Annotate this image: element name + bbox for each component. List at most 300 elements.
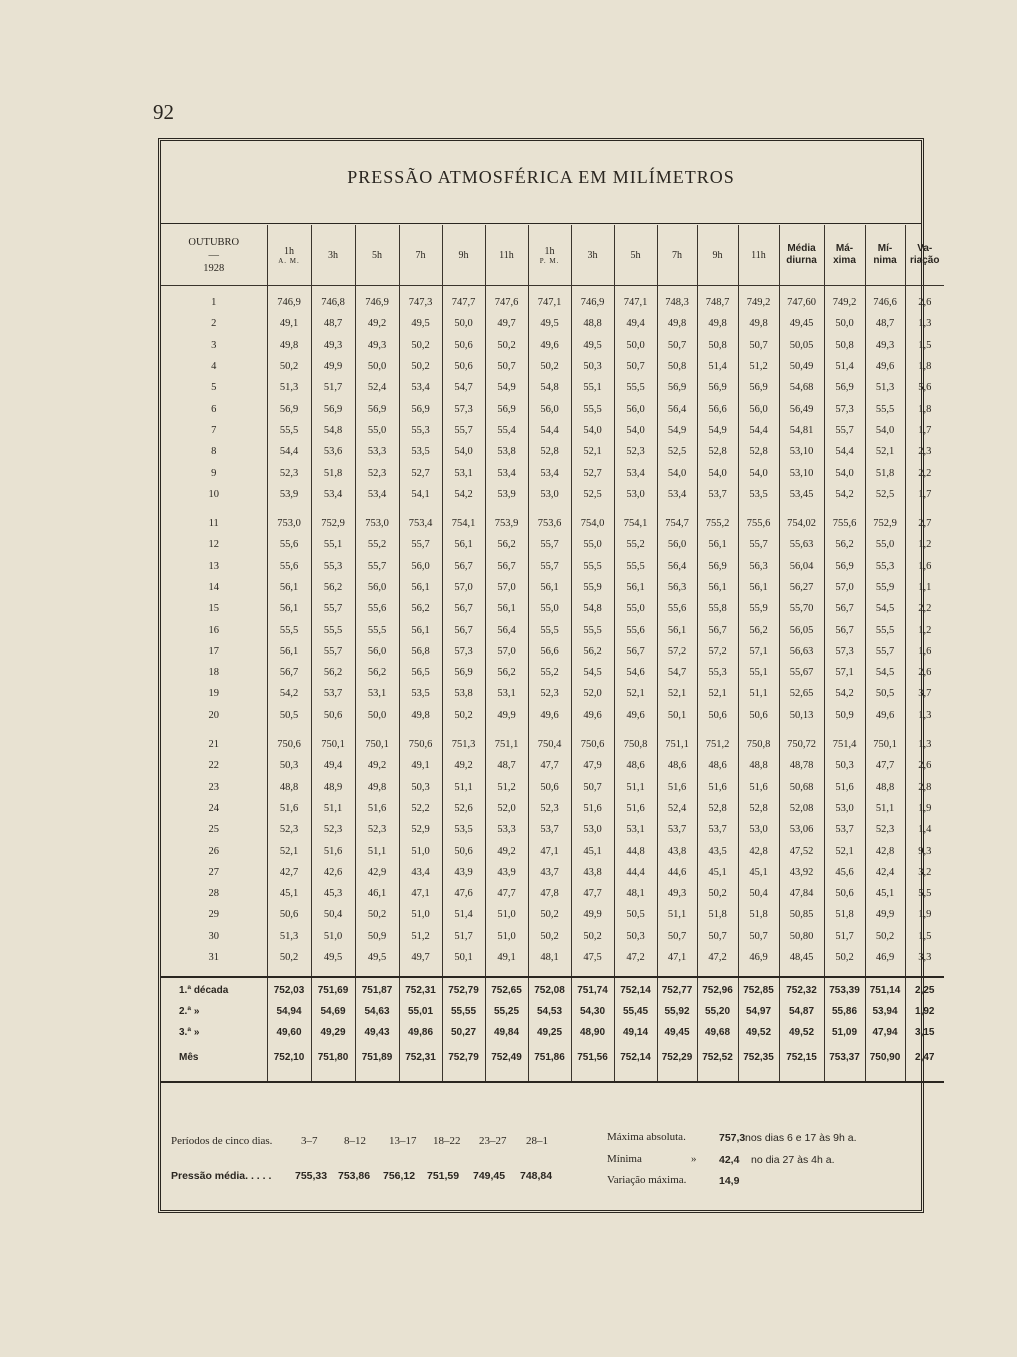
table-cell: 50,2: [355, 904, 399, 925]
table-cell: 49,5: [311, 947, 355, 968]
table-cell: 55,4: [485, 420, 528, 441]
table-cell: 2,6: [905, 292, 944, 313]
spacer-cell: [442, 726, 485, 734]
table-cell: 52,5: [657, 441, 697, 462]
table-cell: 49,8: [657, 313, 697, 334]
spacer-cell: [571, 505, 614, 513]
table-cell: 752,32: [779, 977, 824, 1001]
table-cell: 56,1: [528, 577, 571, 598]
table-cell: 56,7: [824, 598, 865, 619]
spacer-cell: [571, 968, 614, 977]
spacer-cell: [905, 968, 944, 977]
table-cell: 51,1: [442, 777, 485, 798]
table-cell: 54,0: [614, 420, 657, 441]
table-cell: 47,7: [865, 755, 905, 776]
table-cell: 50,2: [485, 335, 528, 356]
spacer-cell: [485, 505, 528, 513]
table-cell: 53,9: [267, 484, 311, 505]
table-cell: 49,5: [355, 947, 399, 968]
table-cell: 49,1: [485, 947, 528, 968]
table-cell: 54,0: [442, 441, 485, 462]
table-cell: 53,7: [697, 484, 738, 505]
table-cell: 49,3: [657, 883, 697, 904]
table-cell: 50,6: [442, 356, 485, 377]
table-cell: 50,49: [779, 356, 824, 377]
table-cell: 54,6: [614, 662, 657, 683]
table-cell: 50,4: [738, 883, 779, 904]
table-cell: 45,1: [267, 883, 311, 904]
table-cell: 748,7: [697, 292, 738, 313]
table-cell: 52,8: [738, 441, 779, 462]
table-cell: 54,4: [267, 441, 311, 462]
table-cell: 50,2: [399, 356, 442, 377]
table-cell: 48,45: [779, 947, 824, 968]
table-cell: 50,3: [614, 926, 657, 947]
table-cell: 57,2: [657, 641, 697, 662]
table-cell: 752,14: [614, 1043, 657, 1071]
table-cell: 750,8: [738, 734, 779, 755]
table-cell: 747,1: [528, 292, 571, 313]
table-cell: 55,9: [738, 598, 779, 619]
table-cell: 751,89: [355, 1043, 399, 1071]
table-cell: 49,60: [267, 1022, 311, 1043]
table-cell: 1,5: [905, 335, 944, 356]
table-cell: 52,4: [355, 377, 399, 398]
table-cell: 747,7: [442, 292, 485, 313]
page-title: PRESSÃO ATMOSFÉRICA EM MILÍMETROS: [347, 167, 735, 187]
table-cell: 47,7: [571, 883, 614, 904]
table-cell: 751,86: [528, 1043, 571, 1071]
table-cell: 56,7: [614, 641, 657, 662]
table-row: [161, 662, 944, 683]
table-cell: 56,04: [779, 556, 824, 577]
spacer-row: [161, 505, 944, 513]
table-cell: 53,3: [485, 819, 528, 840]
period-range: 13–17: [389, 1135, 417, 1147]
period-pressure: 755,33: [295, 1170, 328, 1182]
spacer-cell: [614, 726, 657, 734]
table-cell: 55,9: [865, 577, 905, 598]
table-cell: 2,25: [905, 977, 944, 1001]
table-cell: 49,4: [311, 755, 355, 776]
table-cell: 50,5: [267, 705, 311, 726]
row-label: 1: [211, 297, 217, 309]
table-cell: 752,77: [657, 977, 697, 1001]
table-cell: 3,7: [905, 683, 944, 704]
table-cell: 50,0: [824, 313, 865, 334]
table-cell: 55,55: [442, 1001, 485, 1022]
table-row: [161, 840, 944, 861]
row-label: 12: [208, 539, 219, 551]
table-cell: 49,8: [738, 313, 779, 334]
table-cell: 52,2: [399, 798, 442, 819]
table-row: [161, 398, 944, 419]
table-cell: 752,03: [267, 977, 311, 1001]
row-label: 7: [211, 424, 217, 436]
table-cell: 45,1: [571, 840, 614, 861]
table-cell: 47,2: [697, 947, 738, 968]
table-cell: 55,5: [865, 619, 905, 640]
header-row: [161, 225, 944, 286]
table-cell: 54,94: [267, 1001, 311, 1022]
table-cell: 49,7: [485, 313, 528, 334]
spacer-cell: [697, 1071, 738, 1082]
table-cell: 53,1: [485, 683, 528, 704]
row-label: 9: [211, 467, 217, 479]
table-cell: 51,3: [865, 377, 905, 398]
table-cell: 43,9: [485, 862, 528, 883]
spacer-cell: [865, 968, 905, 977]
table-cell: 752,35: [738, 1043, 779, 1071]
row-label: 26: [208, 845, 219, 857]
table-cell: 49,5: [528, 313, 571, 334]
periods-label: Períodos de cinco dias.: [171, 1135, 273, 1147]
table-cell: 49,9: [865, 904, 905, 925]
table-cell: 50,4: [311, 904, 355, 925]
table-cell: 752,79: [442, 1043, 485, 1071]
table-cell: 3,15: [905, 1022, 944, 1043]
table-cell: 746,6: [865, 292, 905, 313]
table-cell: 42,6: [311, 862, 355, 883]
row-label: 2.ª »: [179, 1006, 200, 1018]
table-cell: 52,1: [614, 683, 657, 704]
table-cell: 754,7: [657, 513, 697, 534]
hour-header: 1h A. M.: [267, 225, 311, 286]
table-cell: 55,3: [399, 420, 442, 441]
table-cell: 50,2: [528, 904, 571, 925]
row-label: 1.ª década: [161, 977, 267, 1001]
period-range: 3–7: [301, 1135, 318, 1147]
period-range: 8–12: [344, 1135, 366, 1147]
title-divider: [161, 223, 921, 224]
table-cell: 56,9: [399, 398, 442, 419]
table-cell: 1,7: [905, 484, 944, 505]
table-cell: 746,9: [571, 292, 614, 313]
table-cell: 52,1: [697, 683, 738, 704]
spacer-cell: [485, 968, 528, 977]
table-cell: 56,9: [355, 398, 399, 419]
table-cell: 47,5: [571, 947, 614, 968]
table-cell: 56,1: [657, 619, 697, 640]
spacer-cell: [442, 1071, 485, 1082]
spacer-row: [161, 726, 944, 734]
table-cell: 43,8: [657, 840, 697, 861]
spacer-cell: [614, 505, 657, 513]
spacer-cell: [355, 1071, 399, 1082]
table-cell: 50,3: [399, 777, 442, 798]
table-cell: 56,1: [485, 598, 528, 619]
table-cell: 53,5: [442, 819, 485, 840]
period-range: 18–22: [433, 1135, 461, 1147]
table-cell: 56,9: [697, 377, 738, 398]
hour-header: 7h: [399, 225, 442, 286]
table-cell: 50,8: [697, 335, 738, 356]
table-cell: 751,1: [657, 734, 697, 755]
table-cell: 48,1: [528, 947, 571, 968]
table-cell: 54,5: [865, 598, 905, 619]
spacer-cell: [161, 726, 267, 734]
table-cell: 56,7: [442, 619, 485, 640]
table-cell: 2,2: [905, 462, 944, 483]
table-cell: 750,1: [355, 734, 399, 755]
table-cell: 750,90: [865, 1043, 905, 1071]
table-cell: 752,31: [399, 1043, 442, 1071]
table-cell: 747,3: [399, 292, 442, 313]
table-cell: 53,4: [485, 462, 528, 483]
table-cell: 3,3: [905, 947, 944, 968]
table-cell: 56,6: [528, 641, 571, 662]
table-cell: 1,4: [905, 819, 944, 840]
table-cell: 45,3: [311, 883, 355, 904]
table-row: [161, 819, 944, 840]
table-cell: 50,68: [779, 777, 824, 798]
table-cell: 51,4: [697, 356, 738, 377]
table-cell: 754,1: [614, 513, 657, 534]
table-cell: 47,7: [485, 883, 528, 904]
table-cell: 43,92: [779, 862, 824, 883]
table-cell: 54,81: [779, 420, 824, 441]
summary-row: [161, 977, 944, 1001]
table-cell: 54,0: [571, 420, 614, 441]
table-cell: 42,7: [267, 862, 311, 883]
table-cell: 51,1: [657, 904, 697, 925]
table-cell: 747,1: [614, 292, 657, 313]
table-cell: 56,1: [267, 598, 311, 619]
spacer-row: [161, 1071, 944, 1082]
table-cell: 50,6: [442, 335, 485, 356]
summary-row: [161, 1022, 944, 1043]
table-cell: 56,0: [614, 398, 657, 419]
table-cell: 47,9: [571, 755, 614, 776]
table-cell: 1,6: [905, 641, 944, 662]
table-cell: 53,5: [399, 683, 442, 704]
table-cell: 49,9: [571, 904, 614, 925]
table-cell: 53,10: [779, 462, 824, 483]
table-cell: 9,3: [905, 840, 944, 861]
table-cell: 54,8: [528, 377, 571, 398]
table-cell: 49,6: [865, 356, 905, 377]
table-cell: 55,7: [528, 534, 571, 555]
table-cell: 57,0: [485, 577, 528, 598]
minima-header: Mí- nima: [865, 225, 905, 286]
table-cell: 752,29: [657, 1043, 697, 1071]
table-cell: 54,5: [865, 662, 905, 683]
table-cell: 56,1: [267, 577, 311, 598]
table-cell: 49,3: [355, 335, 399, 356]
table-cell: 48,9: [311, 777, 355, 798]
row-label: 24: [208, 802, 219, 814]
table-cell: 54,0: [657, 462, 697, 483]
table-cell: 56,2: [399, 598, 442, 619]
table-cell: 56,2: [824, 534, 865, 555]
table-cell: 56,1: [697, 577, 738, 598]
table-cell: 55,6: [267, 556, 311, 577]
table-cell: 1,1: [905, 577, 944, 598]
row-label: 17: [208, 645, 219, 657]
table-cell: 57,0: [442, 577, 485, 598]
table-cell: 56,3: [657, 577, 697, 598]
table-cell: 750,1: [865, 734, 905, 755]
table-cell: 56,4: [657, 556, 697, 577]
table-cell: 52,3: [528, 798, 571, 819]
table-cell: 54,68: [779, 377, 824, 398]
table-cell: 50,13: [779, 705, 824, 726]
table-cell: 49,8: [355, 777, 399, 798]
spacer-cell: [738, 726, 779, 734]
row-label: 23: [208, 781, 219, 793]
table-cell: 54,4: [824, 441, 865, 462]
table-row: [161, 292, 944, 313]
table-cell: 52,65: [779, 683, 824, 704]
table-cell: 42,8: [865, 840, 905, 861]
table-cell: 751,69: [311, 977, 355, 1001]
table-cell: 50,27: [442, 1022, 485, 1043]
month-dash: —: [208, 249, 219, 261]
table-cell: 50,6: [267, 904, 311, 925]
hour-header: 11h: [485, 225, 528, 286]
table-row: [161, 947, 944, 968]
table-cell: 50,2: [267, 947, 311, 968]
table-cell: 57,1: [738, 641, 779, 662]
table-cell: 56,8: [399, 641, 442, 662]
table-cell: 54,8: [571, 598, 614, 619]
table-cell: 56,49: [779, 398, 824, 419]
table-cell: 50,7: [614, 356, 657, 377]
table-frame: [158, 138, 940, 1213]
table-cell: 51,0: [311, 926, 355, 947]
table-cell: 50,2: [697, 883, 738, 904]
spacer-cell: [697, 505, 738, 513]
table-cell: 50,05: [779, 335, 824, 356]
table-cell: 2,6: [905, 662, 944, 683]
table-cell: 49,5: [399, 313, 442, 334]
table-cell: 55,5: [267, 420, 311, 441]
table-cell: 51,0: [399, 840, 442, 861]
spacer-cell: [267, 1071, 311, 1082]
table-cell: 53,1: [442, 462, 485, 483]
spacer-cell: [161, 1071, 267, 1082]
table-cell: 56,2: [485, 662, 528, 683]
table-cell: 54,63: [355, 1001, 399, 1022]
spacer-cell: [161, 505, 267, 513]
table-cell: 55,1: [738, 662, 779, 683]
max-abs-value: 757,3: [719, 1132, 746, 1144]
table-cell: 46,9: [865, 947, 905, 968]
table-cell: 55,0: [571, 534, 614, 555]
table-cell: 55,01: [399, 1001, 442, 1022]
table-cell: 56,27: [779, 577, 824, 598]
spacer-cell: [399, 968, 442, 977]
table-cell: 51,3: [267, 926, 311, 947]
spacer-cell: [824, 505, 865, 513]
table-cell: 47,94: [865, 1022, 905, 1043]
table-cell: 53,0: [824, 798, 865, 819]
table-cell: 50,5: [614, 904, 657, 925]
table-cell: 57,3: [824, 398, 865, 419]
row-label: 10: [208, 488, 219, 500]
table-cell: 755,6: [824, 513, 865, 534]
min-value: 42,4: [719, 1154, 740, 1166]
table-cell: 55,3: [697, 662, 738, 683]
table-cell: 52,1: [267, 840, 311, 861]
table-cell: 51,09: [824, 1022, 865, 1043]
table-cell: 56,7: [697, 619, 738, 640]
table-cell: 53,1: [355, 683, 399, 704]
table-cell: 52,8: [697, 441, 738, 462]
table-row: [161, 926, 944, 947]
table-cell: 55,2: [528, 662, 571, 683]
table-cell: 53,5: [399, 441, 442, 462]
period-range: 23–27: [479, 1135, 507, 1147]
table-cell: 44,6: [657, 862, 697, 883]
table-cell: 49,6: [528, 335, 571, 356]
table-cell: 55,7: [355, 556, 399, 577]
table-cell: 754,1: [442, 513, 485, 534]
table-cell: 44,8: [614, 840, 657, 861]
table-cell: 53,0: [614, 484, 657, 505]
table-cell: 56,7: [485, 556, 528, 577]
table-cell: 51,6: [824, 777, 865, 798]
table-row: [161, 777, 944, 798]
table-cell: 49,2: [355, 313, 399, 334]
table-cell: 48,7: [311, 313, 355, 334]
table-cell: 55,5: [267, 619, 311, 640]
table-cell: 50,3: [571, 356, 614, 377]
table-cell: 55,0: [355, 420, 399, 441]
table-cell: 51,6: [697, 777, 738, 798]
table-cell: 49,1: [399, 755, 442, 776]
table-cell: 55,7: [865, 641, 905, 662]
table-cell: 753,37: [824, 1043, 865, 1071]
table-cell: 49,86: [399, 1022, 442, 1043]
period-pressure: 751,59: [427, 1170, 460, 1182]
row-label: 21: [208, 739, 219, 751]
spacer-cell: [657, 505, 697, 513]
spacer-cell: [824, 726, 865, 734]
table-cell: 45,1: [697, 862, 738, 883]
table-cell: 56,7: [442, 556, 485, 577]
table-cell: 51,8: [738, 904, 779, 925]
table-cell: 47,6: [442, 883, 485, 904]
table-cell: 746,9: [355, 292, 399, 313]
table-row: [161, 598, 944, 619]
table-cell: 54,0: [697, 462, 738, 483]
table-cell: 55,5: [311, 619, 355, 640]
table-cell: 753,4: [399, 513, 442, 534]
table-cell: 52,6: [442, 798, 485, 819]
table-cell: 56,0: [355, 577, 399, 598]
table-cell: 55,1: [311, 534, 355, 555]
table-cell: 56,9: [657, 377, 697, 398]
table-cell: 751,56: [571, 1043, 614, 1071]
table-cell: 51,2: [485, 777, 528, 798]
table-cell: 49,52: [738, 1022, 779, 1043]
table-cell: 48,8: [865, 777, 905, 798]
spacer-cell: [485, 726, 528, 734]
table-cell: 43,4: [399, 862, 442, 883]
spacer-cell: [779, 968, 824, 977]
table-cell: 50,7: [697, 926, 738, 947]
table-cell: 752,49: [485, 1043, 528, 1071]
table-cell: 51,0: [485, 926, 528, 947]
table-cell: 42,8: [738, 840, 779, 861]
table-cell: 53,45: [779, 484, 824, 505]
table-cell: 49,45: [657, 1022, 697, 1043]
table-cell: 52,3: [614, 441, 657, 462]
table-cell: 1,3: [905, 734, 944, 755]
table-cell: 56,9: [442, 662, 485, 683]
table-cell: 750,6: [571, 734, 614, 755]
